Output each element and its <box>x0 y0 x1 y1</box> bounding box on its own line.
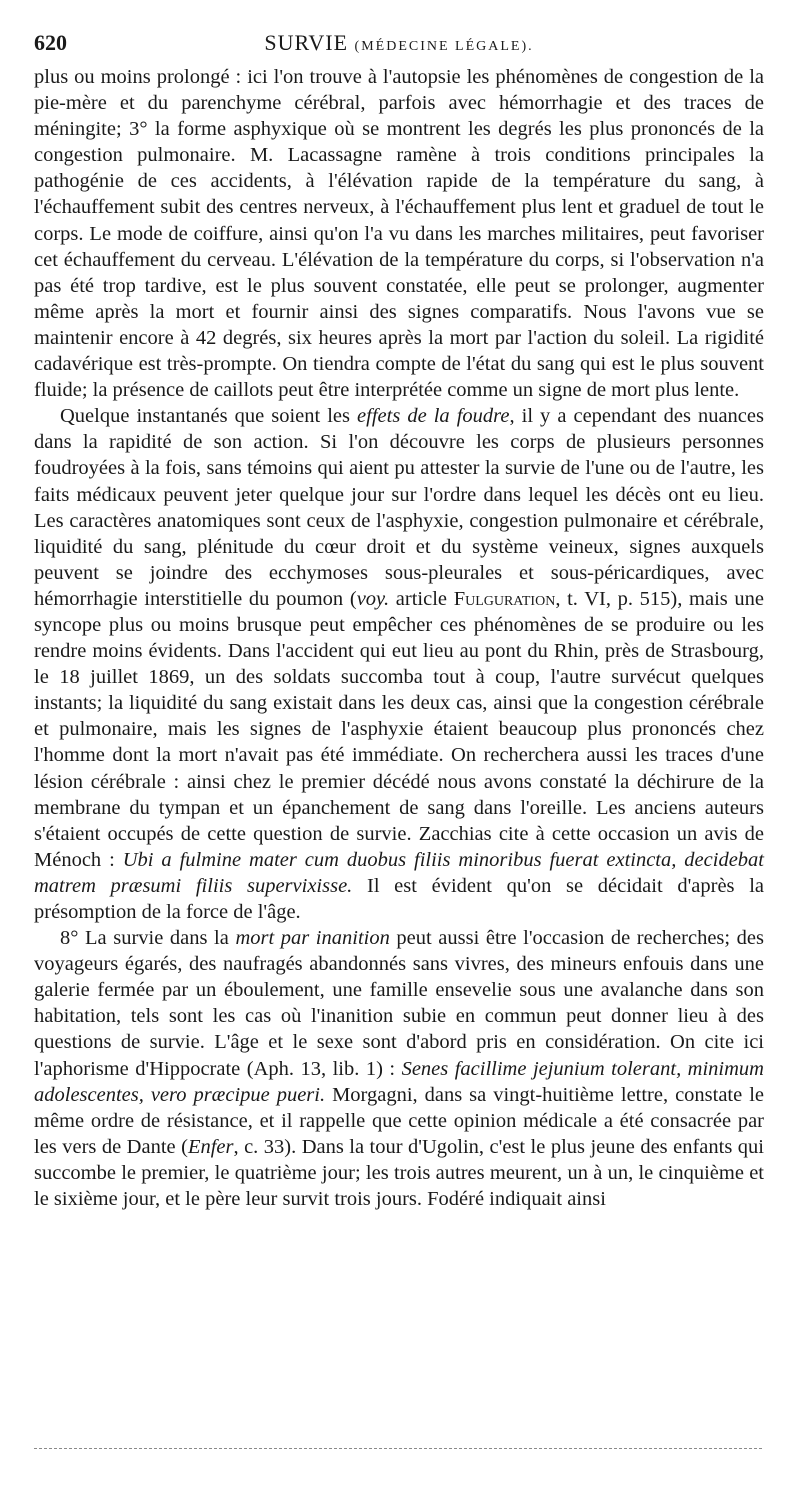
text-run: , t. VI, p. 515), mais une syncope plus ou moins brusque peut empêcher ces phénomènes de se produire ou les rendre moins évidents. Dans l'accident qui eut lieu au pont du Rhin, près de Strasbourg, le 18 juillet 1869, un des soldats succomba tout à coup, l'autre survécut quelques instants; la liquidité du sang existait dans les deux cas, ainsi que la congestion cérébrale et pulmonaire, mais les signes de l'asphyxie étaient beaucoup plus prononcés chez l'homme dont la mort n'avait pas été immédiate. On recherchera aussi les traces d'une lésion cérébrale : ainsi chez le premier décédé nous avons constaté la déchirure de la membrane du tympan et un épanchement de sang dans l'oreille. Les anciens auteurs s'étaient occupés de cette question de survie. Zacchias cite à cette occasion un avis de Ménoch : <box>34 587 765 871</box>
text-run: peut aussi être l'occasion de recherches; des voyageurs égarés, des naufragés abandonnés sans vivres, des mineurs enfouis dans une galerie fermée par un éboulement, une famille ensevelie sous une avalanche dans son habitation, tels sont les cas où l'inanition subie en commun peut donner lieu à des questions de survie. L'âge et le sexe sont d'abord pris en considération. On cite ici l'aphorisme d'Hippocrate (Aph. 13, lib. 1) : <box>34 927 765 1080</box>
text-run: article <box>389 587 454 610</box>
article-reference: Fulguration <box>453 587 556 610</box>
text-run: 8° La survie dans la <box>60 927 236 950</box>
running-head-subtitle: (MÉDECINE LÉGALE). <box>354 39 534 54</box>
latin-aphorism: Senes facillime jejunium tolerant, minimum adolescentes, vero præcipue pueri. <box>34 1057 764 1106</box>
running-head-title: SURVIE <box>264 30 349 55</box>
paragraph-continuation: plus ou moins prolongé : ici l'on trouve à l'autopsie les phénomènes de congestion de la pie-mère et du parenchyme cérébral, parfois avec hémorrhagie et des traces de méningite; 3° la forme asphyxique où se montrent les degrés les plus prononcés de la congestion pulmonaire. M. Lacassagne ramène à trois conditions principales la pathogénie de ces accidents, à l'élévation rapide de la température du sang, à l'échauffement subit des centres nerveux, à l'échauffement plus lent et graduel de tout le corps. Le mode de coiffure, ainsi qu'on l'a vu dans les marches militaires, peut favoriser cet échauffement du cerveau. L'élévation de la température du corps, si l'observation n'a pas été trop tardive, est le plus souvent constatée, elle peut se prolonger, augmenter même après la mort et fournir ainsi des signes comparatifs. Nous l'avons vue se maintenir encore à 42 degrés, six heures après la mort par l'action du soleil. La rigidité cadavérique est très-prompte. On tiendra compte de l'état du sang qui est le plus souvent fluide; la présence de caillots peut être interprétée comme un signe de mort plus lente. <box>34 66 764 402</box>
emphasis-mort-inanition: mort par inanition <box>235 927 390 950</box>
text-run: Il est évident qu'on se décidait d'après la présomption de la force de l'âge. <box>34 874 764 923</box>
text-run: Quelque instantanés que soient les <box>60 405 358 428</box>
emphasis-enfer: Enfer <box>187 1135 234 1158</box>
latin-quotation: Ubi a fulmine mater cum duobus filiis minoribus fuerat extincta, decidebat matrem præsumi filiis supervixisse. <box>34 848 764 897</box>
footer-rule <box>34 1448 762 1449</box>
text-run: , il y a cependant des nuances dans la rapidité de son action. Si l'on découvre les corps de plusieurs personnes foudroyées à la fois, sans témoins qui aient pu attester la survie de l'une ou de l'autre, les faits médicaux peuvent jeter quelque jour sur l'ordre dans lequel les décès ont eu lieu. Les caractères anatomiques sont ceux de l'asphyxie, congestion pulmonaire et cérébrale, liquidité du sang, plénitude du cœur droit et du système veineux, signes auxquels peuvent se joindre des ecchymoses sous-pleurales et sous-péricardiques, avec hémorrhagie interstitielle du poumon ( <box>34 405 764 610</box>
text-run: Morgagni, dans sa vingt-huitième lettre, constate le même ordre de résistance, et il rappelle que cette opinion médicale a été consacrée par les vers de Dante ( <box>34 1083 764 1158</box>
text-run: , c. 33). Dans la tour d'Ugolin, c'est le plus jeune des enfants qui succombe le premier, le quatrième jour; les trois autres meurent, un à un, le cinquième et le sixième jour, et le père leur survit trois jours. Fodéré indiquait ainsi <box>34 1135 764 1211</box>
running-head <box>34 30 764 56</box>
emphasis-effets-foudre: effets de la foudre <box>357 405 510 428</box>
page-header <box>34 30 764 62</box>
body-text <box>34 64 764 1212</box>
emphasis-voy: voy. <box>356 587 390 610</box>
paragraph-foudre <box>34 403 764 925</box>
paragraph-inanition <box>34 925 764 1212</box>
page-number: 620 <box>34 30 67 55</box>
